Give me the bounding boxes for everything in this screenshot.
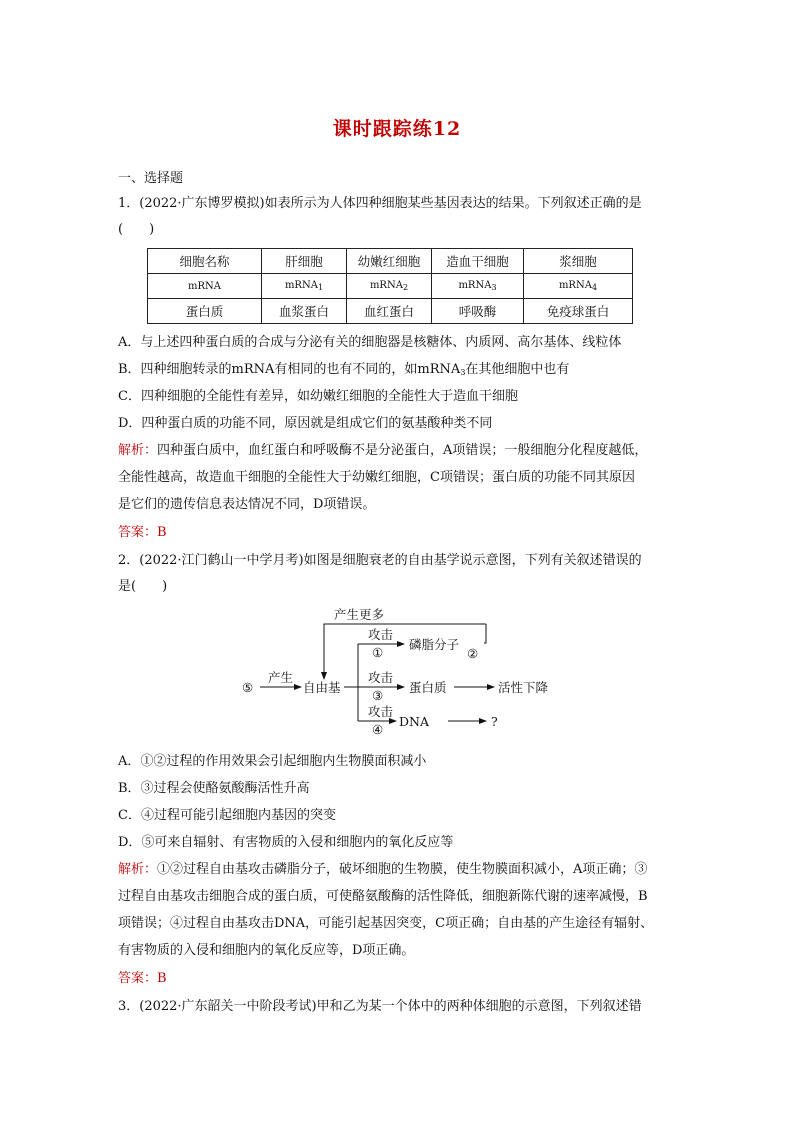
q1-option-a: A．与上述四种蛋白质的合成与分泌有关的细胞器是核糖体、内质网、高尔基体、线粒体 — [118, 335, 622, 350]
q1-option-b-text: B．四种细胞转录的mRNA有相同的也有不同的，如mRNA — [118, 362, 461, 377]
table-header-cell: 浆细胞 — [524, 249, 633, 274]
q2-option-d: D．⑤可来自辐射、有害物质的入侵和细胞内的氧化反应等 — [118, 835, 454, 850]
activity-down-label: 活性下降 — [498, 680, 549, 695]
page-title: 课时跟踪练12 — [332, 118, 462, 140]
mrna-label: mRNA — [458, 280, 492, 291]
mrna-subscript: 3 — [491, 283, 497, 292]
attack-label-3: 攻击 — [368, 670, 394, 685]
mrna-label: mRNA — [284, 280, 318, 291]
q1-option-b — [118, 361, 569, 382]
q2-option-a: A．①②过程的作用效果会引起细胞内生物膜面积减小 — [118, 754, 427, 769]
table-cell: mRNA — [148, 274, 262, 299]
produce-more-label: 产生更多 — [334, 607, 385, 622]
table-row — [148, 274, 633, 299]
table-cell: 血浆蛋白 — [262, 299, 347, 324]
table-header-cell: 造血干细胞 — [432, 249, 524, 274]
table-cell — [432, 274, 524, 299]
q2-stem: 2．(2022·江门鹤山一中学月考)如图是细胞衰老的自由基学说示意图，下列有关叙述错误的 — [118, 553, 642, 568]
q1-stem: 1．(2022·广东博罗模拟)如表所示为人体四种细胞某些基因表达的结果。下列叙述正确的是 — [118, 196, 642, 211]
free-radical-diagram — [236, 603, 566, 738]
q2-answer-value: B — [157, 971, 167, 986]
q2-option-b: B．③过程会使酪氨酸酶活性升高 — [118, 781, 310, 796]
q2-answer-label: 答案： — [118, 971, 158, 986]
feedback-arrow — [324, 624, 486, 679]
q1-option-b-text-end: 在其他细胞中也有 — [465, 362, 570, 377]
table-cell: 呼吸酶 — [432, 299, 524, 324]
q2-analysis-line2: 过程自由基攻击细胞合成的蛋白质，可使酪氨酸酶的活性降低，细胞新陈代谢的速率减慢，B — [118, 889, 648, 904]
q1-option-c: C．四种细胞的全能性有差异，如幼嫩红细胞的全能性大于造血干细胞 — [118, 389, 518, 404]
mrna-subscript: 1 — [317, 283, 324, 292]
protein-label: 蛋白质 — [409, 680, 447, 695]
q2-analysis-line3: 项错误；④过程自由基攻击DNA，可能引起基因突变，C项正确；自由基的产生途径有辐射、 — [118, 916, 654, 931]
q1-stem-bracket: ( ) — [118, 222, 155, 237]
unknown-result-label: ? — [491, 714, 498, 729]
dna-label: DNA — [399, 714, 429, 729]
produce-label: 产生 — [268, 670, 294, 685]
section-heading: 一、选择题 — [118, 171, 184, 186]
q1-answer — [118, 524, 167, 542]
q1-analysis-label: 解析： — [118, 443, 158, 458]
free-radical-label: 自由基 — [303, 680, 341, 695]
q2-answer — [118, 970, 167, 988]
step-circle-3: ③ — [372, 688, 384, 703]
q2-analysis-text: ①②过程自由基攻击磷脂分子，破坏细胞的生物膜，使生物膜面积减小，A项正确；③ — [157, 862, 648, 877]
q1-analysis-line3: 是它们的遗传信息表达情况不同，D项错误。 — [118, 497, 376, 512]
q1-answer-label: 答案： — [118, 525, 158, 540]
q3-stem: 3．(2022·广东韶关一中阶段考试)甲和乙为某一个体中的两种体细胞的示意图，下列叙述错 — [118, 999, 642, 1014]
feedback-line — [484, 624, 486, 643]
attack-label-1: 攻击 — [368, 627, 394, 642]
table-header-cell: 幼嫩红细胞 — [347, 249, 432, 274]
table-cell — [262, 274, 347, 299]
table-row — [148, 299, 633, 324]
phospholipid-label: 磷脂分子 — [409, 637, 460, 652]
q1-option-b-subscript: 3 — [460, 368, 466, 377]
mrna-label: mRNA — [369, 280, 403, 291]
table-header-cell: 细胞名称 — [148, 249, 262, 274]
q2-analysis — [118, 861, 647, 879]
q2-option-c: C．④过程可能引起细胞内基因的突变 — [118, 808, 336, 823]
q1-answer-value: B — [157, 525, 167, 540]
table-cell — [524, 274, 633, 299]
table-header-cell: 肝细胞 — [262, 249, 347, 274]
table-row — [148, 249, 633, 274]
mrna-subscript: 2 — [402, 283, 409, 292]
gene-expression-table — [147, 248, 633, 324]
step-circle-4: ④ — [372, 722, 384, 737]
q1-analysis-line2: 全能性越高，故造血干细胞的全能性大于幼嫩红细胞，C项错误；蛋白质的功能不同其原因 — [118, 470, 635, 485]
q1-analysis — [118, 442, 647, 460]
q2-analysis-line4: 有害物质的入侵和细胞内的氧化反应等，D项正确。 — [118, 943, 415, 958]
q1-analysis-text: 四种蛋白质中，血红蛋白和呼吸酶不是分泌蛋白，A项错误；一般细胞分化程度越低， — [157, 443, 648, 458]
step-circle-1: ① — [372, 645, 384, 660]
table-cell: 血红蛋白 — [347, 299, 432, 324]
mrna-subscript: 4 — [591, 283, 598, 292]
table-cell: 蛋白质 — [148, 299, 262, 324]
table-cell — [347, 274, 432, 299]
attack-label-4: 攻击 — [368, 704, 394, 719]
source-circle-5: ⑤ — [242, 680, 254, 695]
q2-stem-bracket: 是( ) — [118, 579, 168, 594]
step-circle-2: ② — [467, 646, 479, 661]
q2-analysis-label: 解析： — [118, 862, 158, 877]
mrna-label: mRNA — [558, 280, 592, 291]
table-cell: 免疫球蛋白 — [524, 299, 633, 324]
q1-option-d: D．四种蛋白质的功能不同，原因就是组成它们的氨基酸种类不同 — [118, 416, 493, 431]
